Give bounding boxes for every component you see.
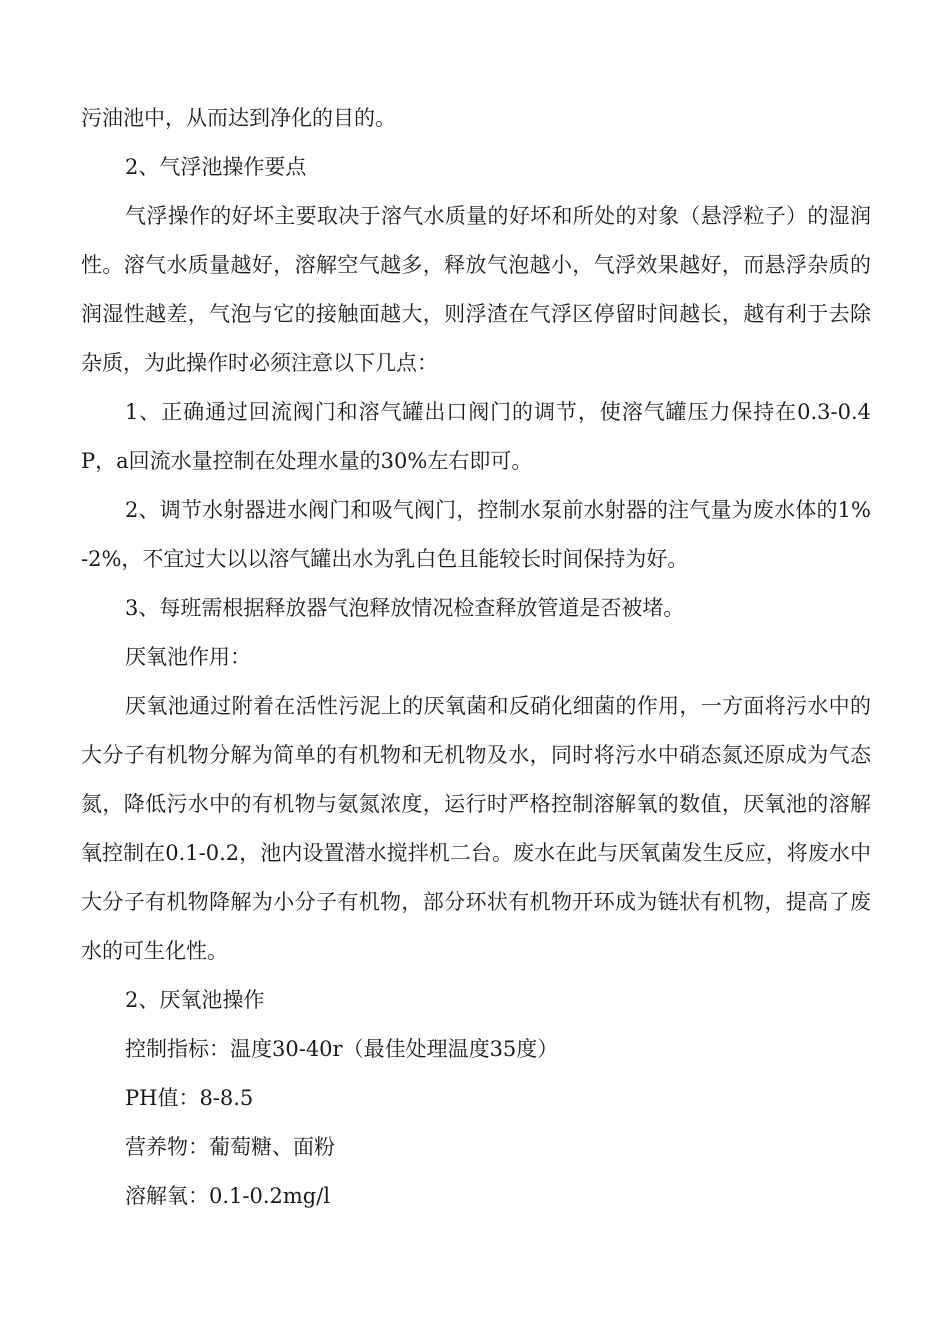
document-body (81, 94, 871, 1221)
line-nutrients: 营养物：葡萄糖、面粉 (125, 1135, 335, 1159)
line-ph-value: PH值：8-8.5 (125, 1086, 254, 1110)
paragraph-continuation: 污油池中，从而达到净化的目的。 (81, 106, 396, 130)
paragraph-anaerobic-description: 厌氧池通过附着在活性污泥上的厌氧菌和反硝化细菌的作用，一方面将污水中的大分子有机物分解为简单的有机物和无机物及水，同时将污水中硝态氮还原成为气态氮，降低污水中的有机物与氨氮浓度，运行时严格控制溶解氧的数值，厌氧池的溶解氧控制在0.1-0.2，池内设置潜水搅拌机二台。废水在此与厌氧菌发生反应，将废水中大分子有机物降解为小分子有机物，部分环状有机物开环成为链状有机物，提高了废水的可生化性。 (81, 694, 871, 963)
line-dissolved-oxygen: 溶解氧：0.1-0.2mg/l (125, 1184, 331, 1208)
paragraph-point-2: 2、调节水射器进水阀门和吸气阀门，控制水泵前水射器的注气量为废水体的1%-2%，不宜过大以以溶气罐出水为乳白色且能较长时间保持为好。 (81, 498, 871, 571)
heading-anaerobic-function: 厌氧池作用： (125, 645, 251, 669)
paragraph-point-1: 1、正确通过回流阀门和溶气罐出口阀门的调节，使溶气罐压力保持在0.3-0.4P，a回流水量控制在处理水量的30%左右即可。 (81, 400, 871, 473)
heading-flotation-operation: 2、气浮池操作要点 (125, 155, 307, 179)
paragraph-point-3: 3、每班需根据释放器气泡释放情况检查释放管道是否被堵。 (125, 596, 685, 620)
line-control-indicators: 控制指标：温度30-40r（最佳处理温度35度） (125, 1037, 559, 1061)
heading-anaerobic-operation: 2、厌氧池操作 (125, 988, 265, 1012)
paragraph-flotation-quality: 气浮操作的好坏主要取决于溶气水质量的好坏和所处的对象（悬浮粒子）的湿润性。溶气水质量越好，溶解空气越多，释放气泡越小，气浮效果越好，而悬浮杂质的润湿性越差，气泡与它的接触面越大，则浮渣在气浮区停留时间越长，越有利于去除杂质，为此操作时必须注意以下几点： (81, 204, 871, 375)
